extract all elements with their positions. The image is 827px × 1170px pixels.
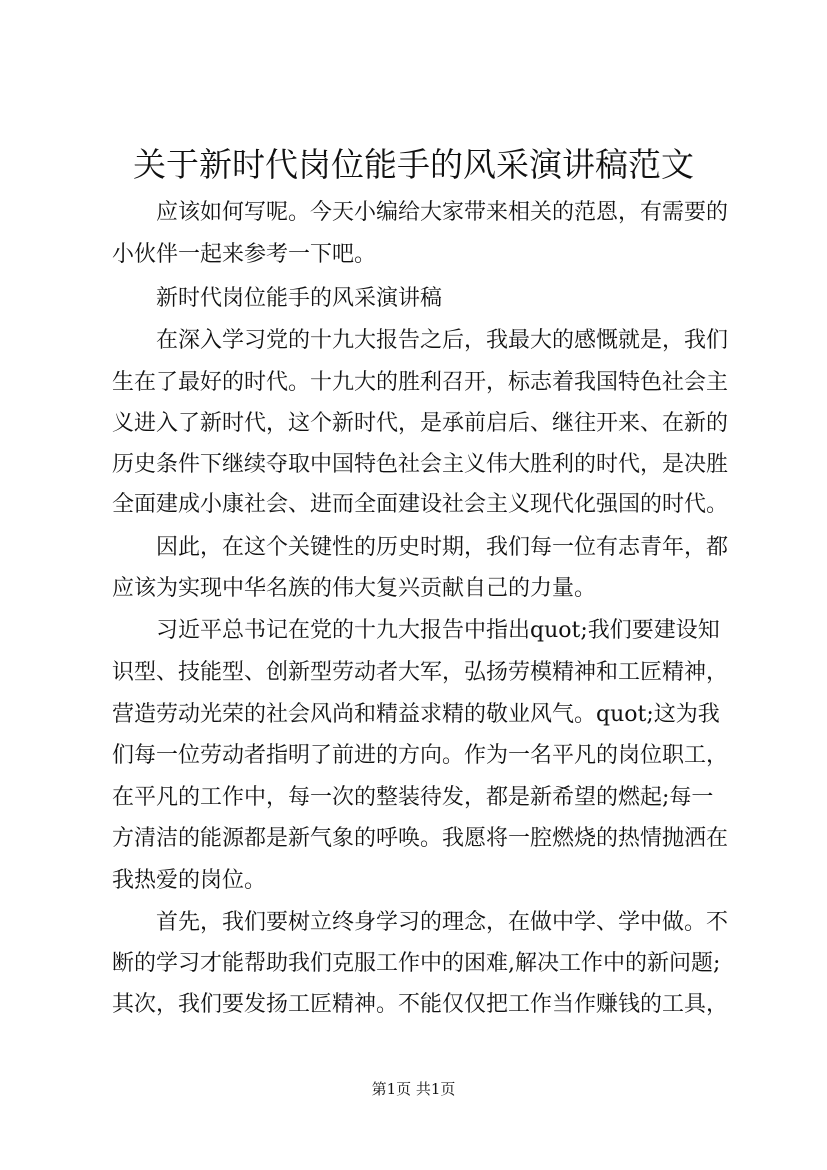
body-line: 历史条件下继续夺取中国特色社会主义伟大胜利的时代，是决胜 bbox=[112, 452, 729, 477]
body-line: 首先，我们要树立终身学习的理念，在做中学、学中做。不 bbox=[112, 910, 729, 935]
body-line: 习近平总书记在党的十九大报告中指出quot;我们要建设知 bbox=[112, 618, 720, 643]
body-line: 在深入学习党的十九大报告之后，我最大的感慨就是，我们 bbox=[112, 328, 729, 353]
body-line: 小伙伴一起来参考一下吧。 bbox=[112, 242, 377, 267]
body-line: 营造劳动光荣的社会风尚和精益求精的敬业风气。quot;这为我 bbox=[112, 702, 720, 727]
body-line: 因此，在这个关键性的历史时期，我们每一位有志青年，都 bbox=[112, 535, 729, 560]
body-line: 应该如何写呢。今天小编给大家带来相关的范恩，有需要的 bbox=[112, 200, 729, 225]
body-line: 我热爱的岗位。 bbox=[112, 868, 267, 893]
body-line: 应该为实现中华名族的伟大复兴贡献自己的力量。 bbox=[112, 576, 597, 601]
body-line: 全面建成小康社会、进而全面建设社会主义现代化强国的时代。 bbox=[112, 492, 729, 517]
body-line: 断的学习才能帮助我们克服工作中的困难,解决工作中的新问题; bbox=[112, 951, 721, 976]
body-line: 义进入了新时代，这个新时代，是承前启后、继往开来、在新的 bbox=[112, 411, 729, 436]
document-title: 关于新时代岗位能手的风采演讲稿范文 bbox=[133, 145, 694, 184]
body-line: 识型、技能型、创新型劳动者大军，弘扬劳模精神和工匠精神， bbox=[112, 660, 729, 685]
body-line: 在平凡的工作中，每一次的整装待发，都是新希望的燃起;每一 bbox=[112, 785, 714, 810]
body-line: 其次，我们要发扬工匠精神。不能仅仅把工作当作赚钱的工具， bbox=[112, 992, 729, 1017]
body-line: 新时代岗位能手的风采演讲稿 bbox=[112, 286, 443, 311]
page-footer: 第1页 共1页 bbox=[371, 1080, 456, 1098]
body-line: 们每一位劳动者指明了前进的方向。作为一名平凡的岗位职工， bbox=[112, 743, 729, 768]
body-line: 生在了最好的时代。十九大的胜利召开，标志着我国特色社会主 bbox=[112, 370, 729, 395]
body-line: 方清洁的能源都是新气象的呼唤。我愿将一腔燃烧的热情抛洒在 bbox=[112, 826, 729, 851]
